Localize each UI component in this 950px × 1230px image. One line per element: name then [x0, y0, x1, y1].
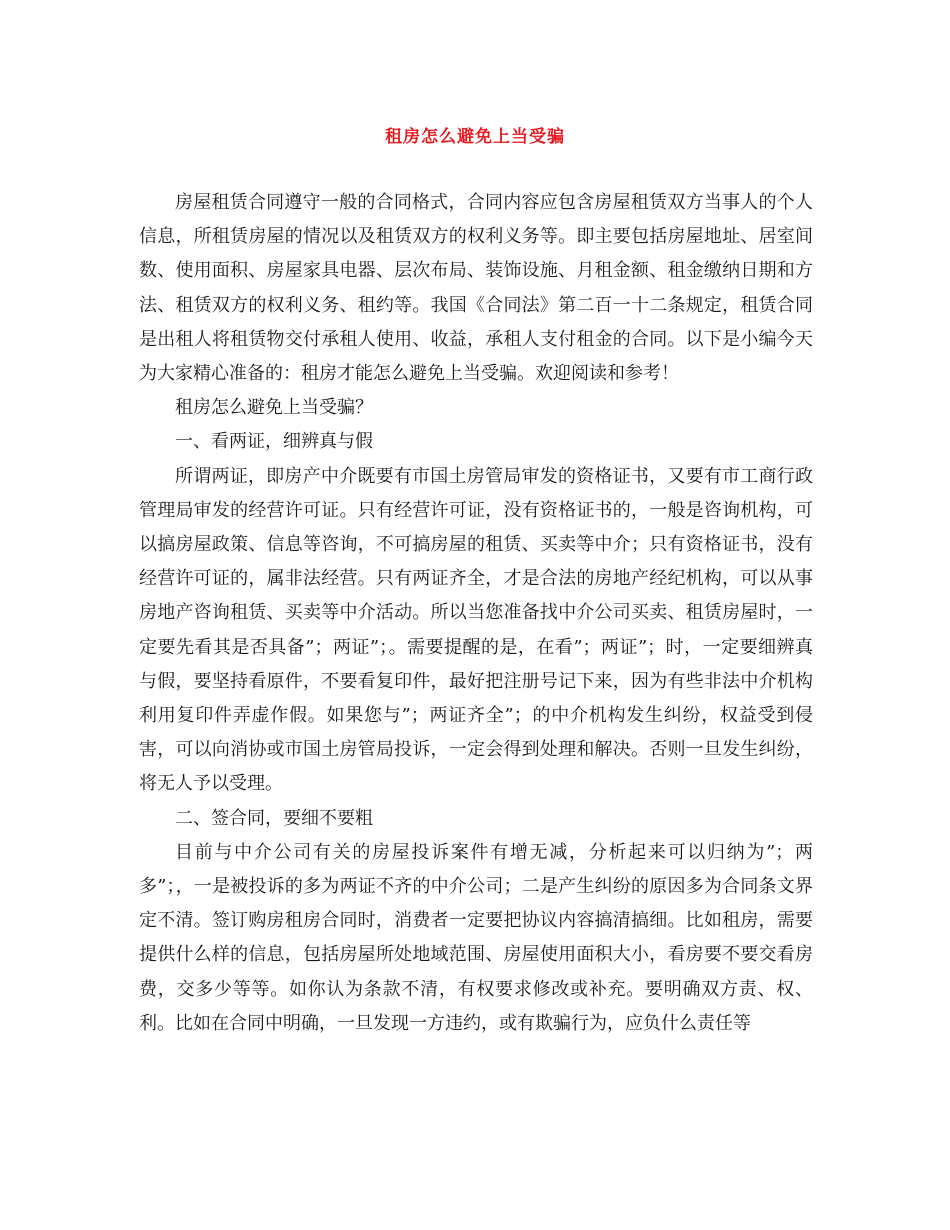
section-heading-2: 二、签合同，要细不要粗	[175, 807, 373, 829]
document-title: 租房怎么避免上当受骗	[385, 127, 565, 147]
paragraph-intro: 房屋租赁合同遵守一般的合同格式，合同内容应包含房屋租赁双方当事人的个人信息，所租赁房屋的情况以及租赁双方的权利义务等。即主要包括房屋地址、居室间数、使用面积、房屋家具电器、层次布局、装饰设施、月租金额、租金缴纳日期和方法、租赁双方的权利义务、租约等。我国《合同法》第二百一十二条规定，租赁合同是出租人将租赁物交付承租人使用、收益，承租人支付租金的合同。以下是小编今天为大家精心准备的：租房才能怎么避免上当受骗。欢迎阅读和参考！	[139, 192, 813, 385]
document-body	[139, 186, 813, 1041]
paragraph-section-1: 所谓两证，即房产中介既要有市国土房管局审发的资格证书，又要有市工商行政管理局审发的经营许可证。只有经营许可证，没有资格证书的，一般是咨询机构，可以搞房屋政策、信息等咨询，不可搞房屋的租赁、买卖等中介；只有资格证书，没有经营许可证的，属非法经营。只有两证齐全，才是合法的房地产经纪机构，可以从事房地产咨询租赁、买卖等中介活动。所以当您准备找中介公司买卖、租赁房屋时，一定要先看其是否具备”；两证”；。需要提醒的是，在看”；两证”；时，一定要细辨真与假，要坚持看原件，不要看复印件，最好把注册号记下来，因为有些非法中介机构利用复印件弄虚作假。如果您与”；两证齐全”；的中介机构发生纠纷，权益受到侵害，可以向消协或市国土房管局投诉，一定会得到处理和解决。否则一旦发生纠纷，将无人予以受理。	[139, 465, 813, 795]
paragraph-section-2: 目前与中介公司有关的房屋投诉案件有增无减，分析起来可以归纳为”；两多”；，一是被投诉的多为两证不齐的中介公司；二是产生纠纷的原因多为合同条文界定不清。签订购房租房合同时，消费者一定要把协议内容搞清搞细。比如租房，需要提供什么样的信息，包括房屋所处地域范围、房屋使用面积大小，看房要不要交看房费，交多少等等。如你认为条款不清，有权要求修改或补充。要明确双方责、权、利。比如在合同中明确，一旦发现一方违约，或有欺骗行为，应负什么责任等	[139, 841, 813, 1034]
section-heading-1: 一、看两证，细辨真与假	[175, 431, 373, 453]
paragraph-question: 租房怎么避免上当受骗？	[175, 397, 373, 419]
